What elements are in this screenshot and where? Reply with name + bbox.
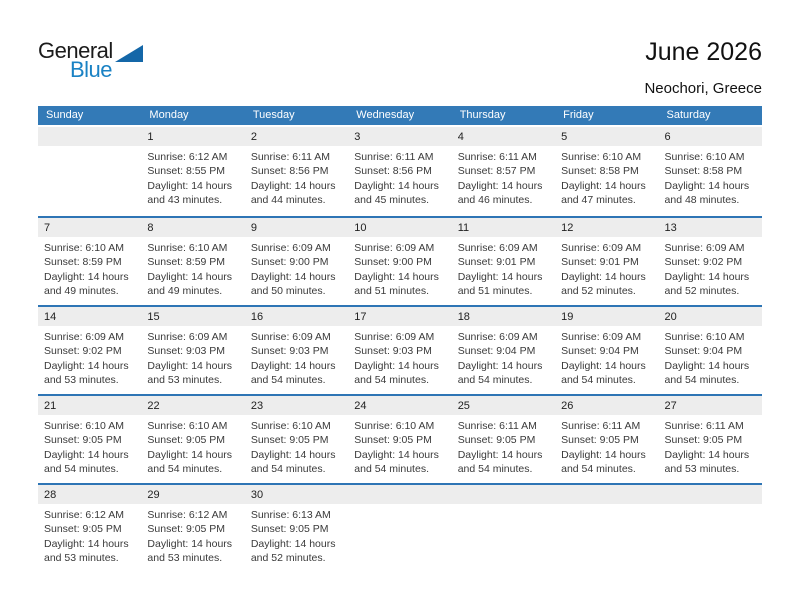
- sunset-text: Sunset: 9:03 PM: [147, 345, 226, 358]
- daylight-text-line2: and 45 minutes.: [354, 194, 429, 207]
- day-number: [555, 485, 658, 504]
- day-cell: [555, 237, 658, 299]
- day-number: 19: [561, 311, 574, 323]
- daylight-text-line1: Daylight: 14 hours: [44, 270, 129, 283]
- daylight-text-line2: and 53 minutes.: [147, 552, 223, 565]
- daylight-text-line1: Daylight: 14 hours: [250, 270, 336, 283]
- daylight-text-line1: Daylight: 14 hours: [147, 537, 233, 550]
- daylight-text-line1: Daylight: 14 hours: [561, 448, 646, 461]
- sunrise-text: Sunrise: 6:10 AM: [354, 420, 435, 432]
- day-number: 16: [250, 311, 264, 323]
- daylight-text-line1: Daylight: 14 hours: [561, 179, 646, 192]
- day-cell: [452, 415, 555, 477]
- week-row: [38, 305, 762, 394]
- day-number: 10: [354, 222, 367, 234]
- weekday-thursday: Thursday: [459, 109, 506, 121]
- sunrise-text: Sunrise: 6:11 AM: [354, 151, 434, 163]
- daylight-text-line2: and 52 minutes.: [250, 552, 326, 565]
- daylight-text-line1: Daylight: 14 hours: [354, 448, 439, 461]
- daylight-text-line1: Daylight: 14 hours: [147, 359, 233, 372]
- sunrise-text: Sunrise: 6:11 AM: [457, 151, 537, 163]
- day-cell: [38, 146, 141, 208]
- sunrise-text: Sunrise: 6:11 AM: [457, 420, 537, 432]
- sunset-text: Sunset: 9:05 PM: [561, 434, 639, 447]
- daylight-text-line1: Daylight: 14 hours: [354, 270, 439, 283]
- sunrise-text: Sunrise: 6:10 AM: [147, 420, 228, 432]
- sunrise-text: Sunrise: 6:10 AM: [561, 151, 642, 163]
- daylight-text-line1: Daylight: 14 hours: [457, 179, 543, 192]
- day-number-strip: [38, 307, 762, 326]
- details-row: [38, 237, 762, 299]
- day-cell: [555, 146, 658, 208]
- day-number-strip: [38, 218, 762, 237]
- day-number: 3: [354, 131, 361, 143]
- sunset-text: Sunset: 9:02 PM: [664, 256, 743, 269]
- day-cell: [659, 504, 762, 566]
- sunset-text: Sunset: 9:04 PM: [664, 345, 743, 358]
- daylight-text-line2: and 54 minutes.: [457, 374, 533, 387]
- day-cell: [348, 237, 451, 299]
- weekday-friday: Friday: [563, 109, 594, 121]
- day-cell: [555, 415, 658, 477]
- daylight-text-line2: and 43 minutes.: [147, 194, 223, 207]
- day-cell: [245, 326, 348, 388]
- daylight-text-line1: Daylight: 14 hours: [44, 448, 129, 461]
- day-number: 2: [250, 131, 257, 143]
- daylight-text-line1: Daylight: 14 hours: [147, 448, 233, 461]
- daylight-text-line2: and 54 minutes.: [44, 463, 119, 476]
- daylight-text-line1: Daylight: 14 hours: [457, 448, 543, 461]
- day-cell: [348, 504, 451, 566]
- page-subtitle: Neochori, Greece: [644, 80, 762, 97]
- sunrise-text: Sunrise: 6:09 AM: [457, 331, 538, 343]
- day-cell: [245, 415, 348, 477]
- day-number: 14: [44, 311, 57, 323]
- day-number: 13: [664, 222, 677, 234]
- sunset-text: Sunset: 9:03 PM: [250, 345, 329, 358]
- daylight-text-line1: Daylight: 14 hours: [561, 270, 646, 283]
- logo-blue-text: Blue: [69, 57, 112, 82]
- day-number: 1: [147, 131, 154, 143]
- day-cell: [348, 146, 451, 208]
- sunrise-text: Sunrise: 6:12 AM: [147, 509, 228, 521]
- page-title: June 2026: [645, 38, 762, 66]
- daylight-text-line1: Daylight: 14 hours: [354, 179, 439, 192]
- sunrise-text: Sunrise: 6:09 AM: [561, 242, 642, 254]
- daylight-text-line2: and 54 minutes.: [354, 463, 429, 476]
- logo-general-text: General: [38, 38, 113, 63]
- day-cell: [141, 504, 244, 566]
- weekday-monday: Monday: [149, 109, 189, 121]
- day-number: [452, 485, 555, 504]
- daylight-text-line2: and 53 minutes.: [664, 463, 740, 476]
- sunset-text: Sunset: 9:00 PM: [354, 256, 432, 269]
- weekday-wednesday: Wednesday: [356, 109, 415, 121]
- daylight-text-line2: and 47 minutes.: [561, 194, 636, 207]
- day-number: 9: [250, 222, 257, 234]
- weekday-tuesday: Tuesday: [252, 109, 295, 121]
- daylight-text-line2: and 44 minutes.: [250, 194, 326, 207]
- weekday-sunday: Sunday: [46, 109, 84, 121]
- sunrise-text: Sunrise: 6:12 AM: [147, 151, 228, 163]
- sunrise-text: Sunrise: 6:09 AM: [457, 242, 538, 254]
- week-row: [38, 216, 762, 305]
- sunrise-text: Sunrise: 6:09 AM: [44, 331, 124, 343]
- sunset-text: Sunset: 9:04 PM: [561, 345, 639, 358]
- day-cell: [555, 326, 658, 388]
- day-cell: [38, 326, 141, 388]
- day-cell: [659, 146, 762, 208]
- sunset-text: Sunset: 8:56 PM: [354, 165, 432, 178]
- day-number: 12: [561, 222, 574, 234]
- day-cell: [245, 237, 348, 299]
- daylight-text-line1: Daylight: 14 hours: [250, 359, 336, 372]
- sunset-text: Sunset: 8:56 PM: [250, 165, 329, 178]
- sunrise-text: Sunrise: 6:11 AM: [664, 420, 744, 432]
- general-blue-logo: [38, 40, 134, 80]
- day-number: 20: [664, 311, 677, 323]
- sunrise-text: Sunrise: 6:13 AM: [250, 509, 331, 521]
- daylight-text-line2: and 52 minutes.: [561, 285, 636, 298]
- daylight-text-line1: Daylight: 14 hours: [664, 448, 750, 461]
- day-cell: [659, 237, 762, 299]
- sunset-text: Sunset: 9:05 PM: [354, 434, 432, 447]
- sunset-text: Sunset: 9:05 PM: [147, 523, 226, 536]
- week-row: [38, 127, 762, 216]
- sunset-text: Sunset: 9:01 PM: [561, 256, 639, 269]
- sunset-text: Sunset: 9:05 PM: [250, 434, 329, 447]
- details-row: [38, 146, 762, 208]
- sunrise-text: Sunrise: 6:09 AM: [250, 242, 331, 254]
- day-cell: [452, 326, 555, 388]
- day-cell: [348, 326, 451, 388]
- calendar-weeks: [38, 127, 762, 572]
- daylight-text-line2: and 54 minutes.: [561, 374, 636, 387]
- sunset-text: Sunset: 9:03 PM: [354, 345, 432, 358]
- day-number: 18: [457, 311, 470, 323]
- title-block: [644, 38, 762, 97]
- day-cell: [141, 326, 244, 388]
- sunrise-text: Sunrise: 6:09 AM: [664, 242, 745, 254]
- sunset-text: Sunset: 9:05 PM: [44, 434, 122, 447]
- day-cell: [659, 415, 762, 477]
- sunrise-text: Sunrise: 6:11 AM: [250, 151, 331, 163]
- daylight-text-line2: and 54 minutes.: [147, 463, 223, 476]
- daylight-text-line1: Daylight: 14 hours: [354, 359, 439, 372]
- day-cell: [245, 504, 348, 566]
- sunrise-text: Sunrise: 6:10 AM: [664, 151, 745, 163]
- daylight-text-line2: and 54 minutes.: [457, 463, 533, 476]
- sunrise-text: Sunrise: 6:09 AM: [147, 331, 228, 343]
- sunset-text: Sunset: 9:04 PM: [457, 345, 536, 358]
- details-row: [38, 326, 762, 388]
- day-number: 24: [354, 400, 367, 412]
- daylight-text-line2: and 51 minutes.: [354, 285, 429, 298]
- day-number: 28: [44, 489, 57, 501]
- daylight-text-line1: Daylight: 14 hours: [250, 448, 336, 461]
- sunset-text: Sunset: 9:05 PM: [250, 523, 329, 536]
- sunset-text: Sunset: 8:59 PM: [147, 256, 226, 269]
- daylight-text-line1: Daylight: 14 hours: [561, 359, 646, 372]
- day-cell: [141, 415, 244, 477]
- daylight-text-line2: and 53 minutes.: [44, 374, 119, 387]
- daylight-text-line1: Daylight: 14 hours: [664, 359, 750, 372]
- daylight-text-line2: and 54 minutes.: [354, 374, 429, 387]
- day-number: 30: [250, 489, 264, 501]
- day-cell: [38, 237, 141, 299]
- sunrise-text: Sunrise: 6:12 AM: [44, 509, 124, 521]
- sunrise-text: Sunrise: 6:09 AM: [561, 331, 642, 343]
- day-number: 17: [354, 311, 367, 323]
- daylight-text-line2: and 46 minutes.: [457, 194, 533, 207]
- sunrise-text: Sunrise: 6:09 AM: [250, 331, 331, 343]
- day-number: 7: [44, 222, 51, 234]
- details-row: [38, 504, 762, 566]
- sunrise-text: Sunrise: 6:09 AM: [354, 242, 435, 254]
- daylight-text-line1: Daylight: 14 hours: [147, 270, 233, 283]
- daylight-text-line2: and 54 minutes.: [561, 463, 636, 476]
- daylight-text-line2: and 49 minutes.: [44, 285, 119, 298]
- daylight-text-line1: Daylight: 14 hours: [664, 179, 750, 192]
- day-number: 8: [147, 222, 154, 234]
- day-cell: [452, 504, 555, 566]
- sunrise-text: Sunrise: 6:10 AM: [664, 331, 745, 343]
- daylight-text-line2: and 52 minutes.: [664, 285, 740, 298]
- daylight-text-line1: Daylight: 14 hours: [44, 359, 129, 372]
- day-number: 22: [147, 400, 160, 412]
- daylight-text-line2: and 53 minutes.: [44, 552, 119, 565]
- week-row: [38, 483, 762, 572]
- day-number-strip: [38, 396, 762, 415]
- day-number: 25: [457, 400, 470, 412]
- day-number: 5: [561, 131, 568, 143]
- day-cell: [38, 504, 141, 566]
- daylight-text-line1: Daylight: 14 hours: [250, 537, 336, 550]
- daylight-text-line2: and 48 minutes.: [664, 194, 740, 207]
- day-cell: [245, 146, 348, 208]
- day-number: 11: [457, 222, 470, 234]
- sunset-text: Sunset: 8:59 PM: [44, 256, 122, 269]
- sunset-text: Sunset: 9:05 PM: [44, 523, 122, 536]
- day-number: 15: [147, 311, 160, 323]
- day-cell: [348, 415, 451, 477]
- weekday-saturday: Saturday: [666, 109, 711, 121]
- daylight-text-line2: and 54 minutes.: [250, 374, 326, 387]
- daylight-text-line2: and 50 minutes.: [250, 285, 326, 298]
- sunset-text: Sunset: 9:02 PM: [44, 345, 122, 358]
- day-cell: [452, 237, 555, 299]
- day-number: [659, 485, 762, 504]
- sunset-text: Sunset: 9:05 PM: [457, 434, 536, 447]
- sunrise-text: Sunrise: 6:10 AM: [250, 420, 331, 432]
- sunrise-text: Sunrise: 6:10 AM: [44, 242, 124, 254]
- day-number-strip: [38, 485, 762, 504]
- day-cell: [38, 415, 141, 477]
- day-number: [348, 485, 451, 504]
- daylight-text-line2: and 51 minutes.: [457, 285, 533, 298]
- daylight-text-line1: Daylight: 14 hours: [147, 179, 233, 192]
- daylight-text-line1: Daylight: 14 hours: [457, 359, 543, 372]
- daylight-text-line1: Daylight: 14 hours: [44, 537, 129, 550]
- sunset-text: Sunset: 8:58 PM: [561, 165, 639, 178]
- day-cell: [452, 146, 555, 208]
- day-cell: [555, 504, 658, 566]
- day-cell: [141, 146, 244, 208]
- day-number: 27: [664, 400, 677, 412]
- day-number: 26: [561, 400, 574, 412]
- week-row: [38, 394, 762, 483]
- day-number-strip: [38, 127, 762, 146]
- sunrise-text: Sunrise: 6:10 AM: [44, 420, 124, 432]
- daylight-text-line2: and 49 minutes.: [147, 285, 223, 298]
- daylight-text-line1: Daylight: 14 hours: [664, 270, 750, 283]
- sunset-text: Sunset: 8:55 PM: [147, 165, 226, 178]
- day-cell: [659, 326, 762, 388]
- sunset-text: Sunset: 9:01 PM: [457, 256, 536, 269]
- calendar: [38, 106, 762, 572]
- day-number: 21: [44, 400, 57, 412]
- daylight-text-line2: and 53 minutes.: [147, 374, 223, 387]
- weekday-header: [38, 106, 762, 125]
- daylight-text-line2: and 54 minutes.: [250, 463, 326, 476]
- blue-triangle-icon: [115, 45, 143, 62]
- sunset-text: Sunset: 8:58 PM: [664, 165, 743, 178]
- sunrise-text: Sunrise: 6:11 AM: [561, 420, 641, 432]
- daylight-text-line1: Daylight: 14 hours: [250, 179, 336, 192]
- daylight-text-line1: Daylight: 14 hours: [457, 270, 543, 283]
- day-cell: [141, 237, 244, 299]
- day-number: 6: [664, 131, 671, 143]
- day-number: 29: [147, 489, 160, 501]
- sunrise-text: Sunrise: 6:10 AM: [147, 242, 228, 254]
- sunset-text: Sunset: 9:05 PM: [147, 434, 226, 447]
- daylight-text-line2: and 54 minutes.: [664, 374, 740, 387]
- sunset-text: Sunset: 9:05 PM: [664, 434, 743, 447]
- sunrise-text: Sunrise: 6:09 AM: [354, 331, 435, 343]
- sunset-text: Sunset: 8:57 PM: [457, 165, 536, 178]
- details-row: [38, 415, 762, 477]
- day-number: [38, 127, 141, 146]
- day-number: 23: [250, 400, 264, 412]
- sunset-text: Sunset: 9:00 PM: [250, 256, 329, 269]
- day-number: 4: [457, 131, 464, 143]
